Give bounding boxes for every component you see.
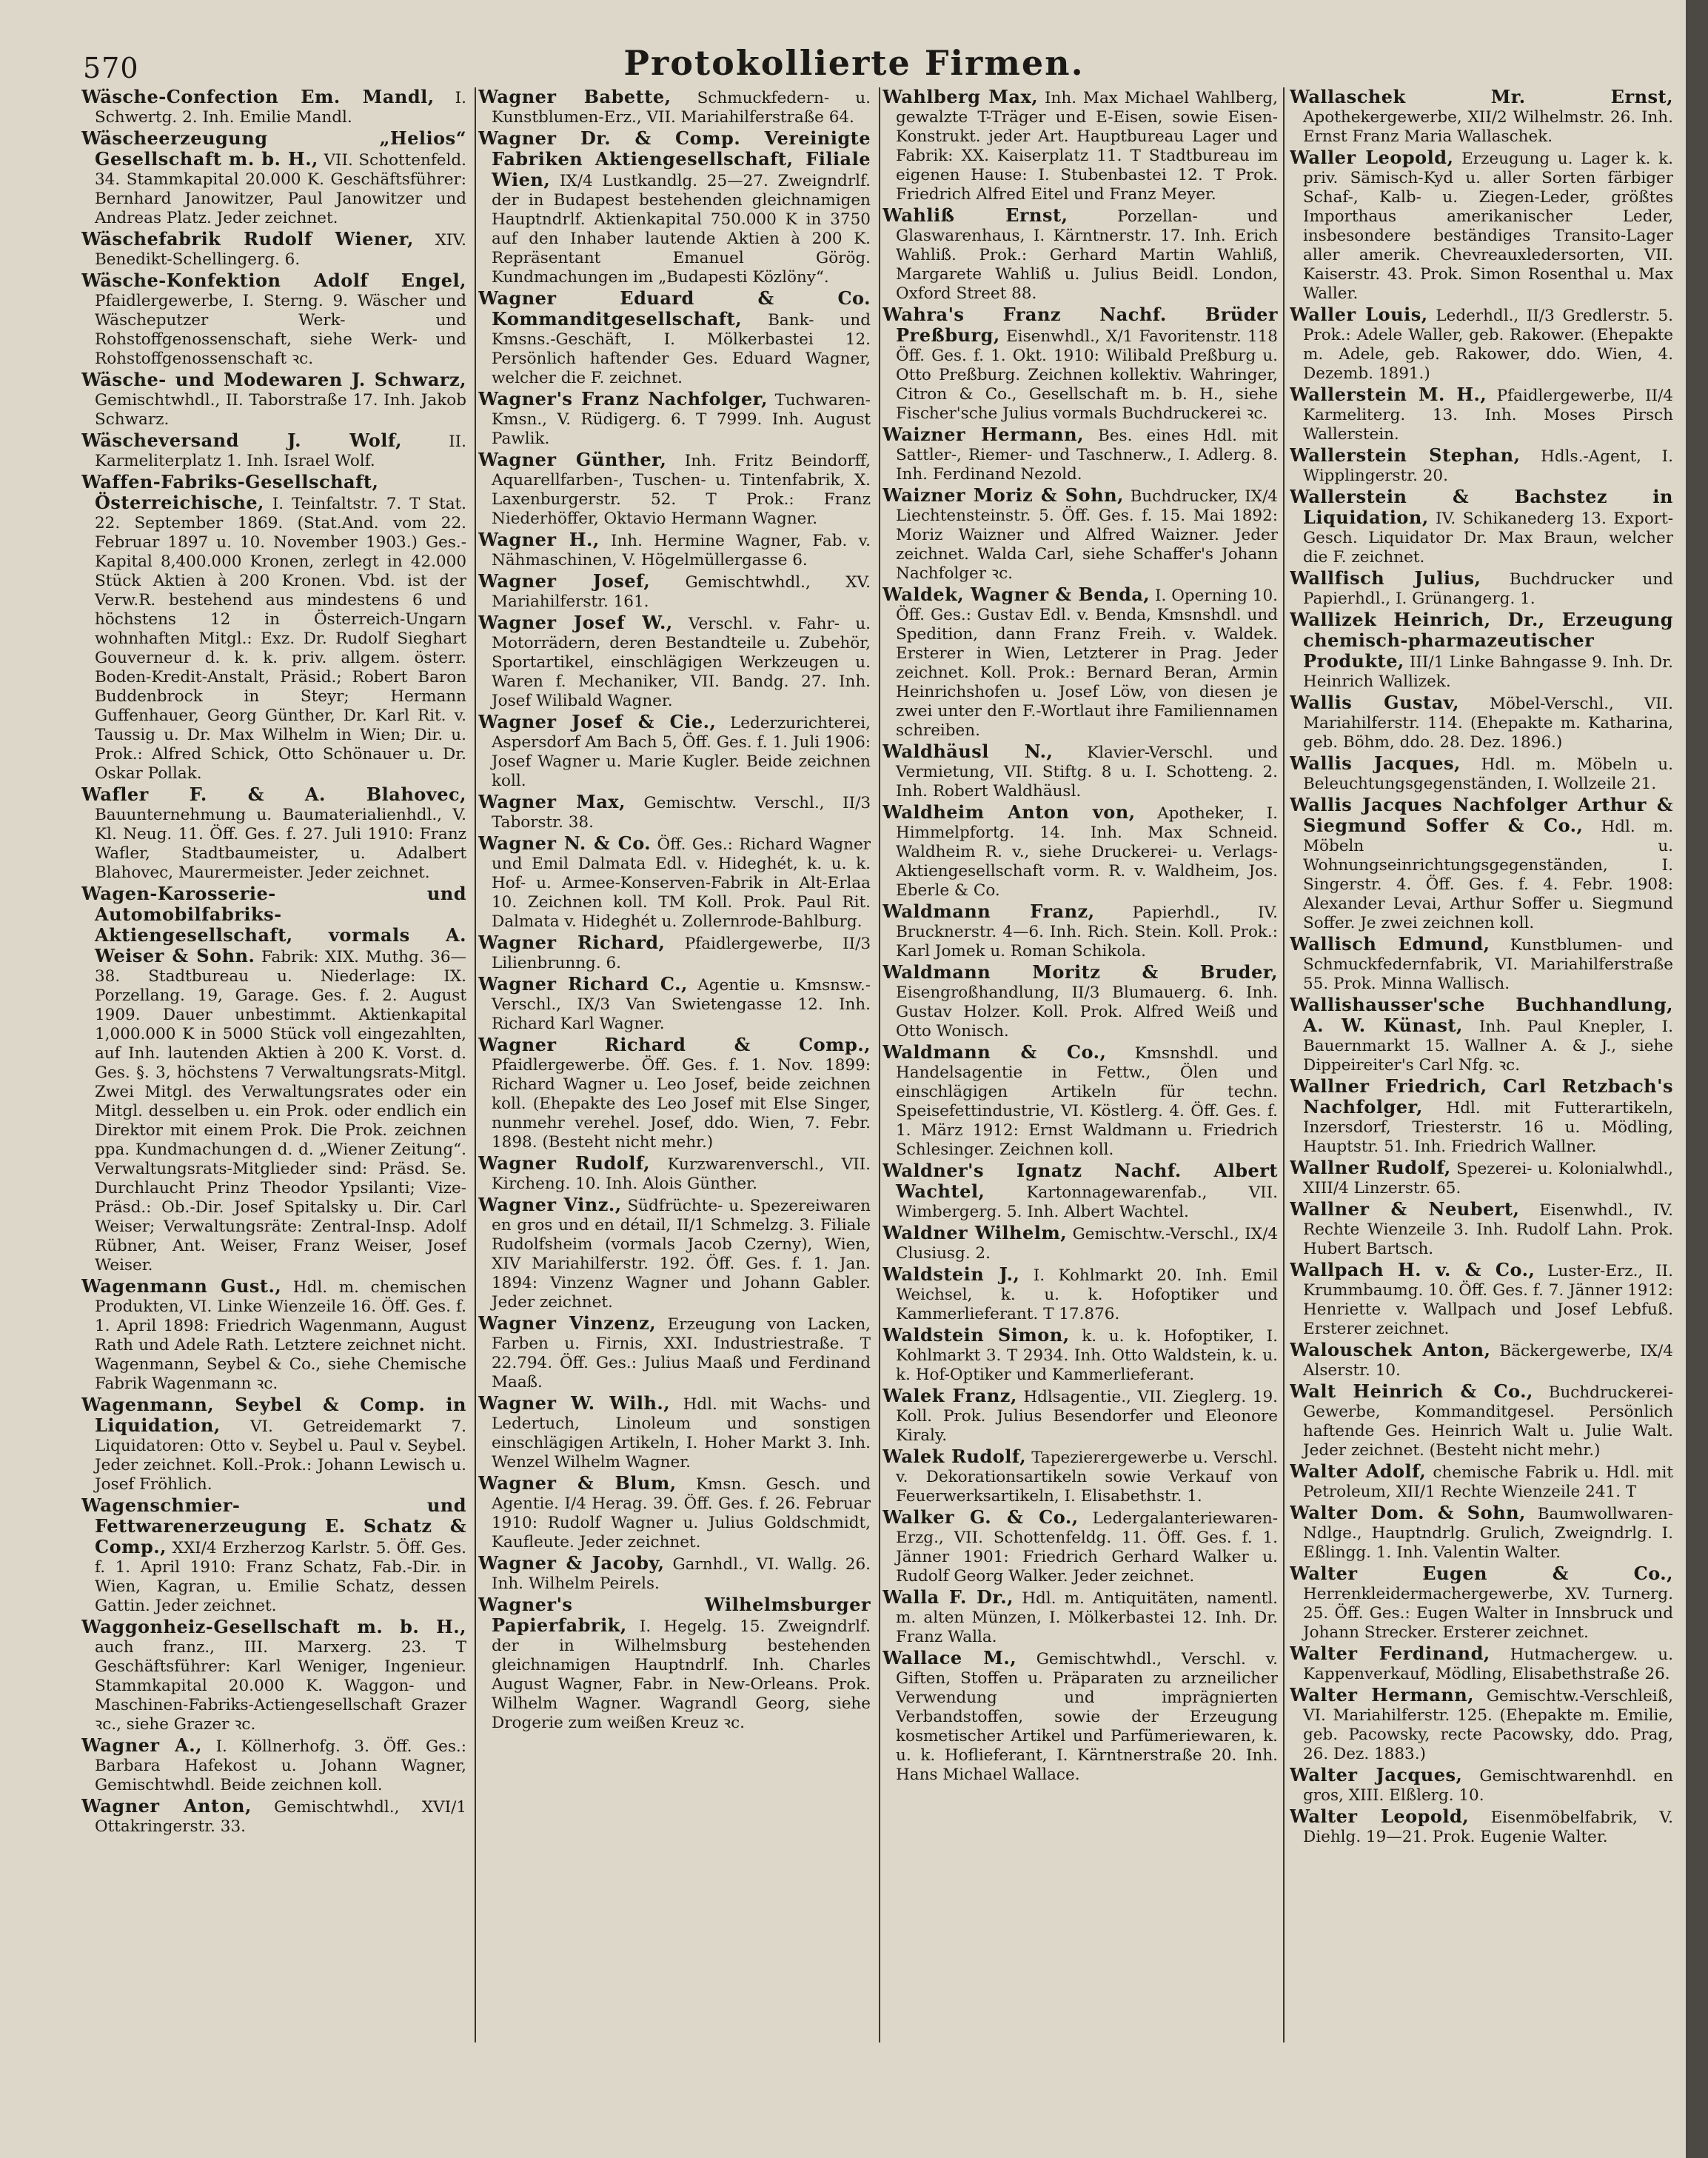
firm-details: auch franz., III. Marxerg. 23. T Geschäftsführer: Karl Weniger, Ingenieur. Stammkapital 20.000 K. Waggon- und Maschinen-Fabriks-Actiengesellschaft Grazer ꝛc., siehe Grazer ꝛc. (95, 1638, 466, 1734)
directory-entry (1290, 1807, 1673, 1847)
directory-entry (478, 530, 871, 570)
directory-entry (1290, 1260, 1673, 1339)
firm-details: I. Teinfaltstr. 7. T Stat. 22. September 1869. (Stat.And. vom 22. Februar 1897 u. 10. November 1903.) Ges.-Kapital 8,400.000 Kronen, zerlegt in 42.000 Stück Aktien à 200 Kronen. Vbd. ist der Verw.R. bestehend aus mindestens 6 und höchstens 12 in Österreich-Ungarn wohnhaften Mitgl.: Exz. Dr. Rudolf Sieghart Gouverneur d. k. k. priv. allgem. österr. Boden-Kredit-Anstalt, Präsid.; Robert Baron Buddenbrock in Steyr; Hermann Guffenhauer, Georg Günther, Dr. Karl Rit. v. Taussig u. Dr. Max Wilhelm in Wien; Dir. u. Prok.: Alfred Schick, Otto Schönauer u. Dr. Oskar Pollak. (95, 495, 466, 783)
firm-name: Waldheim Anton von, (883, 801, 1136, 823)
firm-name: Wallishausser'sche Buchhandlung, A. W. Künast, (1290, 994, 1673, 1036)
firm-name: Walouschek Anton, (1290, 1339, 1491, 1360)
firm-details: Schmuckfedern- u. Kunstblumen-Erz., VII. Mariahilferstraße 64. (492, 89, 871, 127)
directory-entry (883, 1265, 1278, 1324)
firm-name: Walt Heinrich & Co., (1290, 1380, 1533, 1402)
directory-entry (883, 1386, 1278, 1446)
firm-name: Walter Ferdinand, (1290, 1643, 1490, 1664)
directory-entry (1290, 87, 1673, 147)
firm-name: Wagner Richard C., (478, 973, 688, 995)
firm-details: Hutmachergew. u. Kappenverkauf, Mödling, Elisabethstraße 26. (1303, 1646, 1673, 1683)
firm-details: Ledergalanteriewaren-Erzg., VII. Schottenfeldg. 11. Öff. Ges. f. 1. Jänner 1901: Friedrich Gerhard Walker u. Rudolf Georg Walker. Jeder zeichnet. (896, 1509, 1278, 1586)
firm-details: Kartonnagewarenfab., VII. Wimbergerg. 5. Inh. Albert Wachtel. (896, 1183, 1278, 1221)
firm-name: Walla F. Dr., (883, 1586, 1014, 1608)
firm-details: Kurzwarenverschl., VII. Kircheng. 10. Inh. Alois Günther. (492, 1155, 871, 1193)
firm-details: Inh. Max Michael Wahlberg, gewalzte T-Träger und E-Eisen, sowie Eisen-Konstrukt. jeder Art. Hauptbureau Lager und Fabrik: XX. Kaiserplatz 11. T Stadtbureau im eigenen Hause: I. Stubenbastei 12. T Prok. Friedrich Alfred Eitel und Franz Meyer. (896, 89, 1278, 204)
firm-details: Pfaidlergewerbe, II/3 Lilienbrunng. 6. (492, 935, 871, 972)
firm-details: Gemischtw.-Verschleiß, VI. Mariahilferstr. 125. (Ehepakte m. Emilie, geb. Pacowsky, recte Pacowsky, ddo. Prag, 26. Dez. 1883.) (1303, 1687, 1673, 1763)
directory-entry (478, 1474, 871, 1552)
firm-name: Wallfisch Julius, (1290, 567, 1481, 589)
firm-details: XIV. Benedikt-Schellingerg. 6. (95, 231, 466, 269)
firm-name: Waffen-Fabriks-Gesellschaft, Österreichische, (81, 471, 379, 513)
directory-entry (1290, 1340, 1673, 1380)
firm-details: VI. Getreidemarkt 7. Liquidatoren: Otto v. Seybel u. Paul v. Seybel. Jeder zeichnet. Koll.-Prok.: Johann Lewisch u. Josef Fröhlich. (95, 1417, 466, 1494)
firm-name: Waldek, Wagner & Benda, (883, 584, 1151, 605)
firm-name: Waller Leopold, (1290, 147, 1454, 168)
firm-name: Wagner Günther, (478, 449, 667, 470)
firm-details: Tapezierergewerbe u. Verschl. v. Dekorationsartikeln sowie Verkauf von Feuerwerksartikeln, I. Elisabethstr. 1. (896, 1449, 1278, 1506)
firm-name: Wagner Babette, (478, 87, 672, 107)
firm-name: Wagner Eduard & Co. Kommanditgesellschaft, (478, 287, 871, 330)
firm-name: Wäscheerzeugung „Helios“ Gesellschaft m. b. H., (81, 127, 466, 170)
firm-name: Wallerstein Stephan, (1290, 444, 1521, 466)
directory-entry (883, 1588, 1278, 1647)
directory-entry (1290, 1382, 1673, 1460)
firm-name: Walter Adolf, (1290, 1460, 1427, 1482)
directory-entry (1290, 995, 1673, 1075)
firm-name: Wäschefabrik Rudolf Wiener, (81, 228, 414, 250)
firm-details: Inh. Fritz Beindorff, Aquarellfarben-, Tuschen- u. Tintenfabrik, X. Laxenburgerstr. 52. T Prok.: Franz Niederhöffer, Oktavio Hermann Wagner. (492, 452, 871, 528)
directory-entry (478, 129, 871, 287)
firm-details: I. Kohlmarkt 20. Inh. Emil Weichsel, k. u. k. Hofoptiker und Kammerlieferant. T 17.876. (896, 1266, 1278, 1323)
firm-details: Bank- und Kmsns.-Geschäft, I. Mölkerbastei 12. Persönlich haftender Ges. Eduard Wagner, welcher die F. zeichnet. (492, 311, 871, 387)
directory-entry (81, 884, 466, 1275)
firm-name: Wallerstein & Bachstez in Liquidation, (1290, 486, 1673, 528)
firm-name: Wagner Josef & Cie., (478, 711, 717, 732)
directory-columns (81, 87, 1673, 2139)
firm-name: Wallner Friedrich, Carl Retzbach's Nachfolger, (1290, 1075, 1673, 1118)
firm-name: Walter Jacques, (1290, 1764, 1463, 1785)
firm-name: Walter Dom. & Sohn, (1290, 1502, 1526, 1523)
firm-details: Hdl. m. chemischen Produkten, VI. Linke Wienzeile 16. Öff. Ges. f. 1. April 1898: Friedrich Wagenmann, August Rath und Adele Rath. Letztere zeichnet nicht. Wagenmann, Seybel & Co., siehe Chemische Fabrik Wagenmann ꝛc. (95, 1278, 466, 1393)
column-3 (883, 87, 1278, 2139)
directory-entry (478, 1554, 871, 1594)
firm-details: chemische Fabrik u. Hdl. mit Petroleum, XII/1 Rechte Wienzeile 241. T (1303, 1463, 1673, 1501)
firm-name: Wagner W. Wilh., (478, 1392, 671, 1414)
firm-details: XXI/4 Erzherzog Karlstr. 5. Öff. Ges. f. 1. April 1910: Franz Schatz, Fab.-Dir. in Wien, Kagran, u. Emilie Schatz, dessen Gattin. Jeder zeichnet. (95, 1539, 466, 1615)
firm-details: Pfaidlergewerbe, II/4 Karmeliterg. 13. Inh. Moses Pirsch Wallerstein. (1303, 387, 1673, 444)
firm-name: Waldmann & Co., (883, 1041, 1107, 1063)
firm-details: Lederhdl., II/3 Gredlerstr. 5. Prok.: Adele Waller, geb. Rakower. (Ehepakte m. Adele, geb. Rakower, ddo. Wien, 4. Dezemb. 1891.) (1303, 307, 1673, 383)
firm-details: I. Operning 10. Öff. Ges.: Gustav Edl. v. Benda, Kmsnshdl. und Spedition, dann Franz Freih. v. Waldek. Ersterer in Wien, Letzterer in Prag. Jeder zeichnet. Koll. Prok.: Bernard Beran, Armin Heinrichshofen u. Josef Löw, von diesen je zwei unter den F.-Wortlaut ihre Familiennamen schreiben. (896, 587, 1278, 740)
directory-entry (1290, 1766, 1673, 1805)
firm-details: Inh. Paul Knepler, I. Bauernmarkt 15. Wallner A. & J., siehe Dippeireiter's Carl Nfg. ꝛc. (1303, 1018, 1673, 1075)
firm-name: Wagner Vinz., (478, 1194, 622, 1215)
firm-details: Pfaidlergewerbe, I. Sterng. 9. Wäscher und Wäscheputzer Werk- und Rohstoffgenossenschaft, siehe Werk- und Rohstoffgenossenschaft ꝛc. (95, 292, 466, 368)
firm-name: Waldstein J., (883, 1263, 1020, 1285)
directory-entry (81, 1617, 466, 1734)
firm-details: Möbel-Verschl., VII. Mariahilferstr. 114. (Ehepakte m. Katharina, geb. Böhm, ddo. 28. Dez. 1896.) (1303, 695, 1673, 752)
firm-name: Wallerstein M. H., (1290, 384, 1487, 405)
firm-name: Wagner Anton, (81, 1795, 252, 1817)
firm-details: Gemischtw.-Verschl., IX/4 Clusiusg. 2. (896, 1225, 1278, 1263)
firm-name: Wagner's Wilhelmsburger Papierfabrik, (478, 1594, 871, 1636)
firm-name: Wagner Dr. & Comp. Vereinigte Fabriken Aktiengesellschaft, Filiale Wien, (478, 127, 871, 190)
column-2 (478, 87, 871, 2139)
firm-name: Wallaschek Mr. Ernst, (1290, 87, 1673, 107)
directory-entry (883, 1326, 1278, 1385)
directory-entry (81, 785, 466, 883)
firm-name: Walek Rudolf, (883, 1446, 1027, 1467)
firm-details: Gemischtwhdl., Verschl. v. Giften, Stoffen u. Präparaten zu arzneilicher Verwendung und imprägnierten Verbandstoffen, sowie der Erzeugung kosmetischer Artikel und Parfümeriewaren, k. u. k. Hoflieferant, I. Kärntnerstraße 20. Inh. Hans Michael Wallace. (896, 1650, 1278, 1784)
scan-edge (1686, 0, 1708, 2158)
directory-entry (478, 572, 871, 612)
firm-details: Bauunternehmung u. Baumaterialienhdl., V. Kl. Neug. 11. Öff. Ges. f. 27. Juli 1910: Franz Wafler, Stadtbaumeister, u. Adalbert Blahovec, Maurermeister. Jeder zeichnet. (95, 806, 466, 882)
directory-entry (478, 792, 871, 832)
firm-details: Eisengroßhandlung, II/3 Blumauerg. 6. Inh. Gustav Holzer. Koll. Prok. Alfred Weiß und Otto Wonisch. (896, 983, 1278, 1040)
directory-entry (1290, 305, 1673, 384)
firm-name: Wagenmann Gust., (81, 1275, 282, 1297)
firm-name: Wahlberg Max, (883, 87, 1039, 107)
firm-name: Walker G. & Co., (883, 1506, 1079, 1528)
firm-name: Waldhäusl N., (883, 741, 1054, 762)
page-number: 570 (83, 52, 139, 84)
directory-entry (81, 1797, 466, 1837)
firm-details: Luster-Erz., II. Krummbaumg. 10. Öff. Ges. f. 7. Jänner 1912: Henriette v. Wallpach und Josef Lebfuß. Ersterer zeichnet. (1303, 1262, 1673, 1338)
firm-details: Pfaidlergewerbe. Öff. Ges. f. 1. Nov. 1899: Richard Wagner u. Leo Josef, beide zeichnen koll. (Ehepakte des Leo Josef mit Else Singer, nunmehr verehel. Josef, ddo. Wien, 7. Febr. 1898. (Besteht nicht mehr.) (492, 1056, 871, 1152)
firm-details: Hdlsagentie., VII. Zieglerg. 19. Koll. Prok. Julius Besendorfer und Eleonore Kiraly. (896, 1388, 1278, 1445)
firm-name: Walek Franz, (883, 1385, 1017, 1406)
directory-entry (478, 613, 871, 711)
directory-entry (883, 486, 1278, 584)
firm-details: Verschl. v. Fahr- u. Motorrädern, deren Bestandteile u. Zubehör, Sportartikel, einschlägigen Werkzeugen u. Waren f. Mechaniker, VII. Bandg. 27. Inh. Josef Wilibald Wagner. (492, 615, 871, 710)
directory-entry (478, 834, 871, 932)
firm-name: Wallpach H. v. & Co., (1290, 1259, 1535, 1280)
directory-entry (81, 129, 466, 228)
firm-name: Wallis Jacques, (1290, 752, 1461, 774)
firm-name: Wäsche-Konfektion Adolf Engel, (81, 270, 466, 291)
directory-entry (883, 963, 1278, 1041)
directory-entry (478, 289, 871, 388)
firm-details: VII. Schottenfeld. 34. Stammkapital 20.000 K. Geschäftsführer: Bernhard Janowitzer, Paul Janowitzer und Andreas Platz. Jeder zeichnet. (95, 151, 466, 227)
directory-entry (1290, 754, 1673, 794)
firm-name: Wäscheversand J. Wolf, (81, 430, 402, 451)
firm-details: Baumwollwaren-Ndlge., Hauptndrlg. Grulich, Zweigndrlg. I. Eßlingg. 1. Inh. Valentin Walter. (1303, 1505, 1673, 1562)
firm-details: Garnhdl., VI. Wallg. 26. Inh. Wilhelm Peirels. (492, 1555, 871, 1593)
directory-entry (1290, 1158, 1673, 1198)
firm-name: Wagner Richard & Comp., (478, 1034, 871, 1055)
directory-entry (883, 1223, 1278, 1263)
firm-details: Erzeugung u. Lager k. k. priv. Sämisch-Kyd u. aller Sorten färbiger Schaf-, Kalb- u. Ziegen-Leder, größtes Importhaus amerikanischer Leder, insbesondere beständiges Transito-Lager aller amerik. Chevreauxledersorten, VII. Kaiserstr. 43. Prok. Simon Rosenthal u. Max Waller. (1303, 150, 1673, 303)
firm-name: Wallisch Edmund, (1290, 933, 1490, 955)
firm-name: Waldner's Ignatz Nachf. Albert Wachtel, (883, 1160, 1278, 1202)
firm-name: Wagner A., (81, 1734, 202, 1756)
firm-details: IX/4 Lustkandlg. 25—27. Zweigndrlf. der in Budapest bestehenden gleichnamigen Hauptndrlf. Aktienkapital 750.000 K in 3750 auf den Inhaber lautende Aktien à 200 K. Repräsentant Emanuel Görög. Kundmachungen im „Budapesti Közlöny“. (492, 172, 871, 287)
firm-name: Wäsche-Confection Em. Mandl, (81, 87, 435, 107)
firm-name: Wagenmann, Seybel & Comp. in Liquidation, (81, 1394, 466, 1436)
directory-entry (1290, 1686, 1673, 1764)
firm-details: Hdl. m. Möbeln u. Beleuchtungsgegenständen, I. Wollzeile 21. (1303, 755, 1673, 793)
directory-entry (1290, 610, 1673, 692)
directory-entry (883, 803, 1278, 901)
firm-name: Wahra's Franz Nachf. Brüder Preßburg, (883, 304, 1278, 346)
firm-details: II. Karmeliterplatz 1. Inh. Israel Wolf. (95, 432, 466, 470)
directory-entry (1290, 1564, 1673, 1643)
firm-name: Wallner Rudolf, (1290, 1157, 1451, 1178)
page-header (0, 28, 1708, 84)
firm-name: Wagner Vinzenz, (478, 1312, 657, 1334)
directory-entry (478, 390, 871, 449)
directory-entry (1290, 1200, 1673, 1259)
firm-details: Spezerei- u. Kolonialwhdl., XIII/4 Linzerstr. 65. (1303, 1160, 1673, 1197)
firm-name: Wagner Rudolf, (478, 1152, 650, 1174)
firm-name: Wagner's Franz Nachfolger, (478, 388, 768, 410)
firm-details: Porzellan- und Glaswarenhaus, I. Kärntnerstr. 17. Inh. Erich Wahliß. Prok.: Gerhard Martin Wahliß, Margarete Wahliß u. Julius Beidl. London, Oxford Street 88. (896, 207, 1278, 303)
firm-name: Walter Hermann, (1290, 1684, 1475, 1706)
directory-entry (81, 1496, 466, 1616)
firm-name: Wallace M., (883, 1647, 1017, 1668)
firm-details: Erzeugung von Lacken, Farben u. Firnis, XXI. Industriestraße. T 22.794. Öff. Ges.: Julius Maaß und Ferdinand Maaß. (492, 1315, 871, 1392)
firm-details: Gemischtwhdl., XV. Mariahilferstr. 161. (492, 573, 871, 611)
directory-entry (1290, 446, 1673, 486)
directory-entry (478, 712, 871, 791)
firm-details: Inh. Hermine Wagner, Fab. v. Nähmaschinen, V. Högelmüllergasse 6. (492, 532, 871, 569)
directory-entry (1290, 693, 1673, 752)
directory-entry (1290, 1462, 1673, 1502)
firm-details: Agentie u. Kmsnsw.-Verschl., IX/3 Van Swietengasse 12. Inh. Richard Karl Wagner. (492, 976, 871, 1033)
firm-details: Kmsn. Gesch. und Agentie. I/4 Herag. 39. Öff. Ges. f. 26. Februar 1910: Rudolf Wagner u. Julius Goldschmidt, Kaufleute. Jeder zeichnet. (492, 1475, 871, 1551)
firm-name: Wallizek Heinrich, Dr., Erzeugung chemisch-pharmazeutischer Produkte, (1290, 609, 1673, 672)
firm-details: Lederzurichterei, Aspersdorf Am Bach 5, Öff. Ges. f. 1. Juli 1906: Josef Wagner u. Marie Kugler. Beide zeichnen koll. (492, 714, 871, 790)
directory-entry (81, 1736, 466, 1795)
firm-name: Wagen-Karosserie- und Automobilfabriks-Aktiengesellschaft, vormals A. Weiser & Sohn. (81, 883, 466, 966)
firm-details: Eisenwhdl., X/1 Favoritenstr. 118 Öff. Ges. f. 1. Okt. 1910: Wilibald Preßburg u. Otto Preßburg. Zeichnen kollektiv. Wahringer, Citron & Co., Gesellschaft m. b. H., siehe Fischer'sche Julius vormals Buchdruckerei ꝛc. (896, 327, 1278, 423)
firm-name: Waldmann Franz, (883, 901, 1095, 922)
firm-name: Wagner Max, (478, 791, 626, 812)
directory-entry (883, 585, 1278, 741)
directory-entry (1290, 1503, 1673, 1563)
directory-entry (81, 1277, 466, 1394)
firm-name: Wäsche- und Modewaren J. Schwarz, (81, 369, 466, 390)
firm-details: Eisenmöbelfabrik, V. Diehlg. 19—21. Prok. Eugenie Walter. (1303, 1808, 1673, 1846)
firm-name: Wagner & Blum, (478, 1472, 677, 1494)
firm-name: Waldstein Simon, (883, 1324, 1070, 1346)
directory-entry (478, 1394, 871, 1472)
firm-details: Buchdrucker und Papierhdl., I. Grünangerg. 1. (1303, 570, 1673, 608)
directory-entry (1290, 1077, 1673, 1157)
firm-name: Waizner Moriz & Sohn, (883, 484, 1124, 506)
directory-entry (883, 87, 1278, 204)
firm-name: Wallis Gustav, (1290, 692, 1460, 713)
firm-details: k. u. k. Hofoptiker, I. Kohlmarkt 3. T 2934. Inh. Otto Waldstein, k. u. k. Hof-Optiker und Kammerlieferant. (896, 1327, 1278, 1384)
directory-entry (478, 1035, 871, 1152)
firm-details: Kmsnshdl. und Handelsagentie in Fettw., Ölen und einschlägigen Artikeln für techn. Speisefettindustrie, VI. Köstlerg. 4. Öff. Ges. f. 1. März 1912: Ernst Waldmann u. Friedrich Schlesinger. Zeichnen koll. (896, 1044, 1278, 1159)
directory-entry (81, 271, 466, 369)
directory-entry (478, 975, 871, 1034)
firm-details: Bäckergewerbe, IX/4 Alserstr. 10. (1303, 1342, 1673, 1380)
directory-entry (883, 425, 1278, 484)
firm-details: Südfrüchte- u. Spezereiwaren en gros und en détail, II/1 Schmelzg. 3. Filiale Rudolfsheim (vormals Jacob Czerny), Wien, XIV Mariahilferstr. 192. Öff. Ges. f. 1. Jan. 1894: Vinzenz Wagner und Johann Gabler. Jeder zeichnet. (492, 1197, 871, 1312)
firm-name: Wagner & Jacoby, (478, 1552, 665, 1574)
directory-entry (1290, 569, 1673, 609)
directory-entry (883, 742, 1278, 801)
column-4 (1290, 87, 1673, 2139)
directory-entry (883, 206, 1278, 304)
firm-name: Walter Leopold, (1290, 1805, 1470, 1827)
firm-details: Hdls.-Agent, I. Wipplingerstr. 20. (1303, 447, 1673, 485)
directory-entry (1290, 487, 1673, 567)
firm-name: Waggonheiz-Gesellschaft m. b. H., (81, 1616, 466, 1637)
directory-entry (478, 1154, 871, 1194)
directory-entry (883, 305, 1278, 424)
directory-entry (81, 370, 466, 430)
page-title: Protokollierte Firmen. (623, 43, 1085, 83)
firm-details: Bes. eines Hdl. mit Sattler-, Riemer- und Taschnerw., I. Adlerg. 8. Inh. Ferdinand Nezold. (896, 427, 1278, 484)
firm-name: Wagner Josef, (478, 570, 651, 592)
firm-details: Hdl. m. Antiquitäten, namentl. m. alten Münzen, I. Mölkerbastei 12. Inh. Dr. Franz Walla. (896, 1589, 1278, 1646)
directory-entry (1290, 1644, 1673, 1684)
firm-name: Wafler F. & A. Blahovec, (81, 784, 466, 805)
firm-details: III/1 Linke Bahngasse 9. Inh. Dr. Heinrich Wallizek. (1303, 653, 1673, 691)
directory-entry (883, 1043, 1278, 1160)
firm-name: Waldmann Moritz & Bruder, (883, 961, 1278, 983)
firm-details: Kunstblumen- und Schmuckfedernfabrik, VI. Mariahilferstraße 55. Prok. Minna Wallisch. (1303, 936, 1673, 993)
firm-details: Hdl. mit Wachs- und Ledertuch, Linoleum und sonstigen einschlägigen Artikeln, I. Hoher Markt 3. Inh. Wenzel Wilhelm Wagner. (492, 1395, 871, 1471)
firm-name: Wahliß Ernst, (883, 204, 1068, 226)
directory-entry (81, 230, 466, 270)
firm-name: Waller Louis, (1290, 304, 1428, 325)
directory-entry (81, 87, 466, 127)
directory-entry (1290, 795, 1673, 933)
firm-details: I. Hegelg. 15. Zweigndrlf. der in Wilhelmsburg bestehenden gleichnamigen Hauptndrlf. Inh. Charles August Wagner, Fabr. in New-Orleans. Prok. Wilhelm Wagner. Wagrandl Georg, siehe Drogerie zum weißen Kreuz ꝛc. (492, 1617, 871, 1732)
firm-name: Waizner Hermann, (883, 424, 1084, 445)
firm-details: Buchdrucker, IX/4 Liechtensteinstr. 5. Öff. Ges. f. 15. Mai 1892: Moriz Waizner und Alfred Waizner. Jeder zeichnet. Walda Carl, siehe Schaffer's Johann Nachfolger ꝛc. (896, 487, 1278, 583)
directory-entry (883, 1648, 1278, 1785)
directory-entry (1290, 385, 1673, 444)
directory-entry (1290, 935, 1673, 994)
directory-entry (478, 933, 871, 973)
firm-details: Tuchwaren-Kmsn., V. Rüdigerg. 6. T 7999. Inh. August Pawlik. (492, 391, 871, 448)
firm-details: Hdl. m. Möbeln u. Wohnungseinrichtungsgegenständen, I. Singerstr. 4. Öff. Ges. f. 4. Febr. 1908: Alexander Levai, Arthur Soffer u. Siegmund Soffer. Je zwei zeichnen koll. (1303, 818, 1673, 932)
directory-entry (478, 450, 871, 529)
directory-entry (883, 1508, 1278, 1586)
directory-entry (883, 1161, 1278, 1222)
firm-name: Wallis Jacques Nachfolger Arthur & Siegmund Soffer & Co., (1290, 794, 1673, 836)
firm-details: I. Köllnerhofg. 3. Öff. Ges.: Barbara Hafekost u. Johann Wagner, Gemischtwhdl. Beide zeichnen koll. (95, 1737, 466, 1794)
directory-entry (81, 1395, 466, 1494)
firm-details: Hdl. mit Futterartikeln, Inzersdorf, Triesterstr. 16 u. Mödling, Hauptstr. 51. Inh. Friedrich Wallner. (1303, 1099, 1673, 1156)
firm-name: Wallner & Neubert, (1290, 1198, 1520, 1220)
firm-details: Öff. Ges.: Richard Wagner und Emil Dalmata Edl. v. Hideghét, k. u. k. Hof- u. Armee-Konserven-Fabrik in Alt-Erlaa 10. Zeichnen koll. TM Koll. Prok. Paul Rit. Dalmata v. Hideghét u. Zollernrode-Bahlburg. (492, 835, 871, 931)
directory-entry (883, 1447, 1278, 1506)
directory-entry (478, 1195, 871, 1312)
firm-name: Wagner N. & Co. (478, 832, 652, 854)
firm-details: Herrenkleidermachergewerbe, XV. Turnerg. 25. Öff. Ges.: Eugen Walter in Innsbruck und Johann Strecker. Ersterer zeichnet. (1303, 1585, 1673, 1642)
directory-entry (81, 431, 466, 471)
firm-details: Klavier-Verschl. und Vermietung, VII. Stiftg. 8 u. I. Schotteng. 2. Inh. Robert Waldhäusl. (896, 744, 1278, 801)
firm-name: Walter Eugen & Co., (1290, 1563, 1673, 1584)
directory-entry (1290, 148, 1673, 304)
directory-entry (478, 1314, 871, 1392)
firm-name: Waldner Wilhelm, (883, 1222, 1068, 1243)
firm-name: Wagner H., (478, 529, 600, 550)
firm-details: Gemischtw. Verschl., II/3 Taborstr. 38. (492, 794, 871, 832)
firm-details: Papierhdl., IV. Brucknerstr. 4—6. Inh. Rich. Stein. Koll. Prok.: Karl Jomek u. Roman Schikola. (896, 903, 1278, 961)
firm-details: Apothekergewerbe, XII/2 Wilhelmstr. 26. Inh. Ernst Franz Maria Wallaschek. (1303, 108, 1673, 146)
firm-details: Apotheker, I. Himmelpfortg. 14. Inh. Max Schneid. Waldheim R. v., siehe Druckerei- u. Verlags-Aktiengesellschaft vorm. R. v. Waldheim, Jos. Eberle & Co. (896, 804, 1278, 900)
directory-entry (478, 1595, 871, 1733)
firm-name: Wagner Josef W., (478, 612, 673, 633)
firm-details: IV. Schikanederg 13. Export-Gesch. Liquidator Dr. Max Braun, welcher die F. zeichnet. (1303, 510, 1673, 567)
firm-details: Buchdruckerei-Gewerbe, Kommanditgesel. Persönlich haftende Ges. Heinrich Walt u. Julie Walt. Jeder zeichnet. (Besteht nicht mehr.) (1303, 1383, 1673, 1460)
firm-details: Eisenwhdl., IV. Rechte Wienzeile 3. Inh. Rudolf Lahn. Prok. Hubert Bartsch. (1303, 1201, 1673, 1258)
firm-name: Wagner Richard, (478, 932, 666, 953)
directory-entry (478, 87, 871, 127)
column-1 (81, 87, 466, 2139)
directory-entry (81, 472, 466, 784)
firm-details: Fabrik: XIX. Muthg. 36—38. Stadtbureau u. Niederlage: IX. Porzellang. 19, Garage. Ges. f. 2. August 1909. Dauer unbestimmt. Aktienkapital 1,000.000 K in 5000 Stück voll eingezahlten, auf Inh. lautenden Aktien à 200 K. Vorst. d. Ges. §. 3, höchstens 7 Verwaltungsrats-Mitgl. Zwei Mitgl. des Verwaltungsrates oder ein Mitgl. desselben u. ein Prok. oder endlich ein Direktor mit einem Prok. Die Prok. zeichnen ppa. Kundmachungen d. d. „Wiener Zeitung“. Verwaltungsrats-Mitglieder sind: Präsd. Se. Durchlaucht Prinz Theodor Ypsilanti; Vize-Präsd.: Ob.-Dir. Josef Spitalsky u. Dir. Carl Weiser; Verwaltungsräte: Zentral-Insp. Adolf Rübner, Ant. Weiser, Franz Weiser, Josef Weiser. (95, 948, 466, 1275)
firm-details: Gemischtwarenhdl. en gros, XIII. Elßlerg. 10. (1303, 1767, 1673, 1805)
firm-name: Wagenschmier- und Fettwarenerzeugung E. Schatz & Comp., (81, 1494, 466, 1557)
firm-details: Gemischtwhdl., XVI/1 Ottakringerstr. 33. (95, 1798, 466, 1836)
firm-details: I. Schwertg. 2. Inh. Emilie Mandl. (95, 89, 466, 127)
directory-entry (883, 902, 1278, 961)
firm-details: Gemischtwhdl., II. Taborstraße 17. Inh. Jakob Schwarz. (95, 391, 466, 429)
